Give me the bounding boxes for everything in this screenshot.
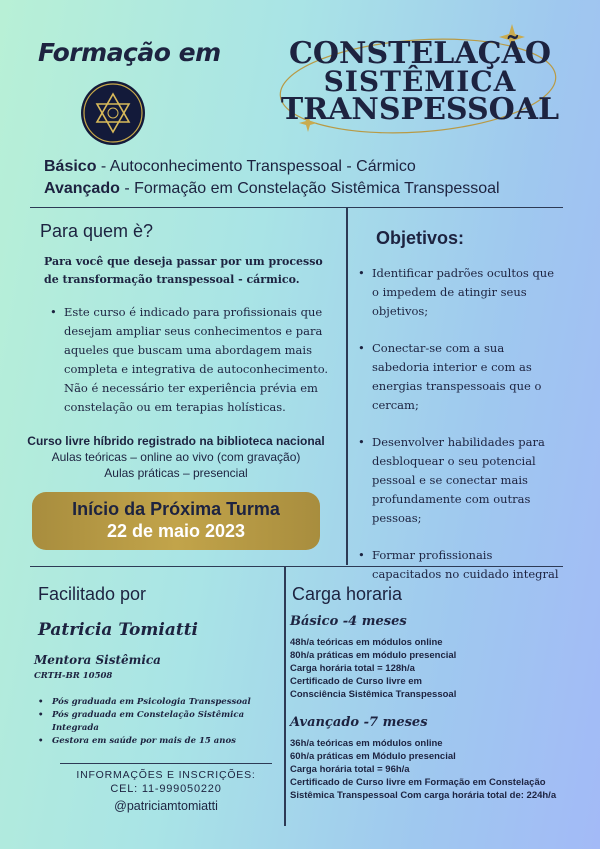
next-class-date: 22 de maio 2023 [106,521,246,541]
workload-basic-details [290,636,590,701]
course-levels [44,156,500,200]
credential-item: • Gestora em saúde por mais de 15 anos [38,735,278,748]
contact-phone[interactable]: CEL: 11-999050220 [110,783,222,795]
workload-advanced-line: Certificado de Curso livre em Formação em Constelação [290,777,546,788]
level-advanced-text: - Formação em Constelação Sistêmica Transpessoal [119,180,500,197]
facilitator-role: Mentora Sistêmica [34,653,161,667]
workload-basic-line: 80h/a práticas em módulo presencial [290,650,457,661]
facilitator-registration: CRTH-BR 10508 [34,671,113,681]
facilitator-name: Patricia Tomiatti [38,620,199,640]
workload-basic-line: Certificado de Curso livre em [290,676,422,687]
divider-contact [60,763,272,764]
credential-item: • Pós graduada em Psicologia Transpessoal [38,696,278,709]
divider-vertical-lower [284,566,286,826]
for-whom-heading: Para quem è? [40,221,154,241]
workload-basic-line: Carga horária total = 128h/a [290,663,415,674]
objectives-heading: Objetivos: [376,228,465,248]
divider-top [30,207,563,208]
workload-advanced-details [290,737,595,802]
workload-advanced-title: Avançado -7 meses [290,715,428,730]
facilitator-credentials [38,696,278,748]
theory-classes: Aulas teóricas – online ao vivo (com gravação) [51,450,301,464]
next-class-badge [32,492,320,550]
facilitator-heading: Facilitado por [38,584,147,604]
workload-advanced-line: 36h/a teóricas em módulos online [290,738,443,749]
divider-vertical-upper [346,207,348,565]
level-advanced [44,178,500,200]
title-line-3: TRANSPESSOAL [280,92,560,127]
level-basic-text: - Autoconhecimento Transpessoal - Cármico [96,158,416,175]
title-constelacao-sistemica-transpessoal [270,36,570,127]
workload-basic-line: Consciência Sistêmica Transpessoal [290,689,457,700]
for-whom-bullet: • Este curso é indicado para profissionais que desejam ampliar seus conhecimentos e para aqueles que buscam uma abordagem mais completa e integrativa de autoconhecimento. Não é necessário ter experiência prévia em constelação ou em terapias holísticas. [50,303,340,417]
star-of-david-logo [80,80,146,146]
level-advanced-label: Avançado [44,180,120,197]
workload-advanced-line: 60h/a práticas em Módulo presencial [290,751,456,762]
course-type: Curso livre híbrido registrado na biblioteca nacional [27,434,325,448]
objective-item: • Formar profissionais capacitados no cuidado integral [358,546,563,584]
level-basic [44,156,500,178]
workload-basic-line: 48h/a teóricas em módulos online [290,637,443,648]
objective-item: • Identificar padrões ocultos que o impedem de atingir seus objetivos; [358,264,563,321]
contact-block [56,768,276,816]
workload-advanced-line: Sistêmica Transpessoal Com carga horária total de: 224h/a [290,790,557,801]
level-basic-label: Básico [44,158,97,175]
credential-item: • Pós graduada em Constelação Sistêmica Integrada [38,709,278,735]
title-formacao-em: Formação em [38,38,221,67]
next-class-label: Início da Próxima Turma [72,499,280,519]
contact-label: INFORMAÇÕES E INSCRIÇÕES: [76,769,256,781]
workload-heading: Carga horaria [292,584,403,604]
objectives-list [358,264,563,602]
for-whom-list [50,303,340,417]
objective-item: • Desenvolver habilidades para desbloquear o seu potencial pessoal e se conectar mais profundamente com outras pessoas; [358,433,563,528]
for-whom-intro: Para você que deseja passar por um processo de transformação transpessoal - cármico. [44,255,323,286]
title-line-1: CONSTELAÇÃO [289,36,551,71]
title-line-2: SISTÊMICA [323,65,517,98]
objective-item: • Conectar-se com a sua sabedoria interior e com as energias transpessoais que o cercam; [358,339,563,415]
course-info [20,433,332,481]
practice-classes: Aulas práticas – presencial [104,466,248,480]
workload-basic-title: Básico -4 meses [290,614,407,629]
contact-handle[interactable]: @patriciamtomiatti [114,799,218,813]
workload-advanced-line: Carga horária total = 96h/a [290,764,410,775]
